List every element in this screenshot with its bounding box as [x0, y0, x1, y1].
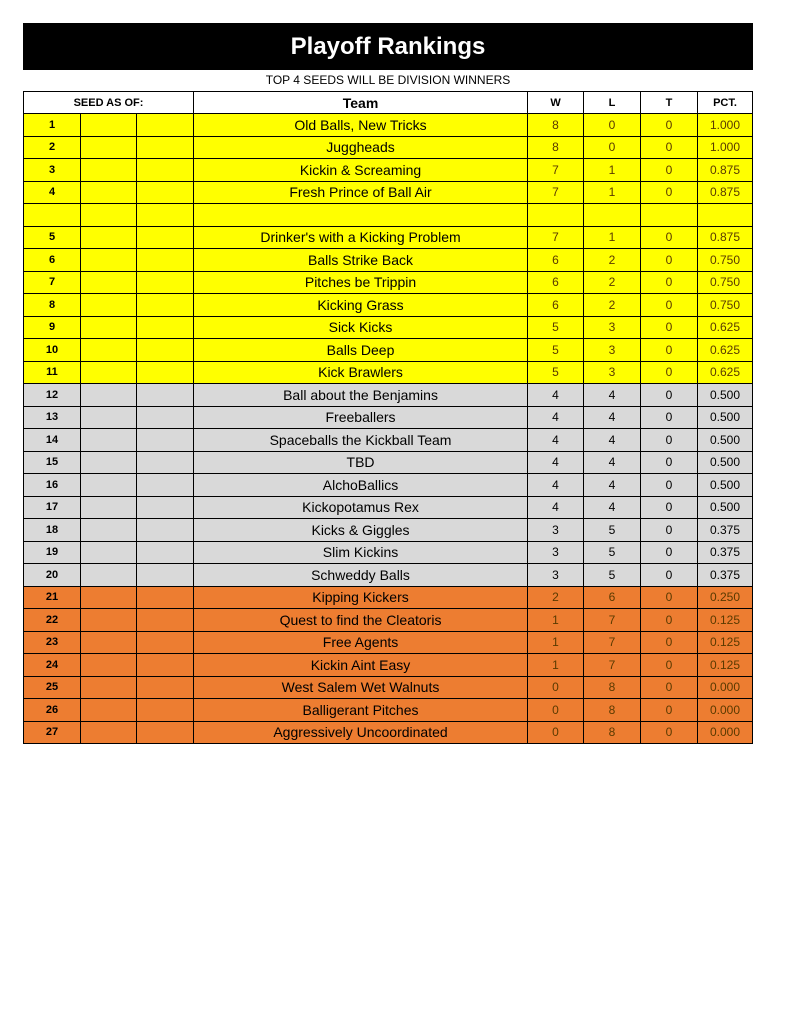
pct-cell: 0.875	[698, 159, 753, 182]
table-row	[24, 429, 753, 452]
wins-cell: 5	[528, 316, 584, 339]
pct-cell: 0.750	[698, 294, 753, 317]
ties-cell: 0	[641, 541, 698, 564]
team-cell: Ball about the Benjamins	[194, 384, 528, 407]
team-cell: Aggressively Uncoordinated	[194, 721, 528, 744]
wins-cell: 4	[528, 384, 584, 407]
wins-cell: 6	[528, 271, 584, 294]
seed-cell: 12	[24, 384, 81, 407]
losses-cell: 3	[584, 361, 641, 384]
team-cell: Kick Brawlers	[194, 361, 528, 384]
seed-cell: 27	[24, 721, 81, 744]
rankings-body	[24, 114, 753, 744]
blank-cell	[81, 316, 137, 339]
ties-cell: 0	[641, 564, 698, 587]
ties-cell: 0	[641, 249, 698, 272]
pct-cell: 0.875	[698, 181, 753, 204]
wins-cell: 8	[528, 136, 584, 159]
blank-cell	[81, 226, 137, 249]
seed-cell: 10	[24, 339, 81, 362]
wins-cell: 1	[528, 631, 584, 654]
team-cell: Balligerant Pitches	[194, 699, 528, 722]
table-row	[24, 271, 753, 294]
ties-cell: 0	[641, 654, 698, 677]
blank-cell	[81, 496, 137, 519]
seed-cell: 19	[24, 541, 81, 564]
table-row	[24, 721, 753, 744]
ties-cell: 0	[641, 271, 698, 294]
table-row	[24, 631, 753, 654]
blank-cell	[137, 159, 194, 182]
pct-cell: 0.000	[698, 676, 753, 699]
blank-cell	[137, 226, 194, 249]
blank-cell	[137, 361, 194, 384]
wins-cell: 1	[528, 654, 584, 677]
team-cell: Kicks & Giggles	[194, 519, 528, 542]
table-row	[24, 294, 753, 317]
blank-cell	[81, 654, 137, 677]
table-row	[24, 609, 753, 632]
ties-cell: 0	[641, 609, 698, 632]
page-title: Playoff Rankings	[23, 23, 753, 70]
pct-cell: 0.250	[698, 586, 753, 609]
pct-header: PCT.	[698, 92, 753, 114]
table-row	[24, 181, 753, 204]
pct-cell: 0.125	[698, 631, 753, 654]
blank-cell	[81, 676, 137, 699]
team-cell: West Salem Wet Walnuts	[194, 676, 528, 699]
wins-cell: 4	[528, 496, 584, 519]
blank-cell	[81, 631, 137, 654]
wins-cell: 4	[528, 474, 584, 497]
blank-cell	[81, 429, 137, 452]
pct-cell: 0.875	[698, 226, 753, 249]
pct-cell: 0.750	[698, 271, 753, 294]
wins-cell: 7	[528, 181, 584, 204]
blank-cell	[81, 564, 137, 587]
pct-cell: 0.500	[698, 429, 753, 452]
seed-cell: 17	[24, 496, 81, 519]
table-row	[24, 384, 753, 407]
table-row	[24, 316, 753, 339]
blank-cell	[137, 609, 194, 632]
blank-cell	[81, 136, 137, 159]
wins-cell: 3	[528, 541, 584, 564]
wins-cell: 0	[528, 721, 584, 744]
losses-cell: 2	[584, 249, 641, 272]
pct-cell: 1.000	[698, 114, 753, 137]
ties-cell: 0	[641, 316, 698, 339]
blank-cell	[137, 271, 194, 294]
team-cell: Balls Strike Back	[194, 249, 528, 272]
ties-cell: 0	[641, 496, 698, 519]
wins-cell: 0	[528, 676, 584, 699]
losses-cell: 4	[584, 429, 641, 452]
pct-cell: 0.000	[698, 721, 753, 744]
losses-cell: 6	[584, 586, 641, 609]
team-cell: Kickin & Screaming	[194, 159, 528, 182]
pct-cell: 0.625	[698, 361, 753, 384]
blank-cell	[81, 541, 137, 564]
team-cell: Quest to find the Cleatoris	[194, 609, 528, 632]
wins-cell: 1	[528, 609, 584, 632]
pct-cell: 0.625	[698, 316, 753, 339]
blank-cell	[137, 541, 194, 564]
ties-cell: 0	[641, 451, 698, 474]
losses-cell: 8	[584, 676, 641, 699]
blank-cell	[81, 361, 137, 384]
blank-cell	[137, 429, 194, 452]
ties-cell: 0	[641, 631, 698, 654]
pct-cell: 0.375	[698, 564, 753, 587]
seed-cell: 3	[24, 159, 81, 182]
losses-cell: 4	[584, 384, 641, 407]
seed-cell: 22	[24, 609, 81, 632]
losses-cell: 2	[584, 294, 641, 317]
blank-cell	[137, 676, 194, 699]
team-cell: Balls Deep	[194, 339, 528, 362]
ties-cell: 0	[641, 474, 698, 497]
losses-header: L	[584, 92, 641, 114]
blank-cell	[137, 654, 194, 677]
ties-cell: 0	[641, 384, 698, 407]
table-row	[24, 541, 753, 564]
blank-cell	[81, 586, 137, 609]
table-row	[24, 519, 753, 542]
blank-cell	[81, 474, 137, 497]
pct-cell: 0.125	[698, 609, 753, 632]
team-header: Team	[194, 92, 528, 114]
pct-cell: 0.750	[698, 249, 753, 272]
losses-cell: 7	[584, 631, 641, 654]
pct-cell: 0.625	[698, 339, 753, 362]
blank-cell	[81, 699, 137, 722]
blank-cell	[81, 181, 137, 204]
table-row	[24, 564, 753, 587]
pct-cell: 0.375	[698, 541, 753, 564]
losses-cell: 3	[584, 339, 641, 362]
blank-cell	[137, 631, 194, 654]
blank-cell	[137, 721, 194, 744]
seed-cell: 1	[24, 114, 81, 137]
seed-cell: 9	[24, 316, 81, 339]
table-row	[24, 699, 753, 722]
blank-cell	[137, 181, 194, 204]
ties-header: T	[641, 92, 698, 114]
seed-cell: 6	[24, 249, 81, 272]
losses-cell: 7	[584, 609, 641, 632]
losses-cell: 7	[584, 654, 641, 677]
wins-cell: 4	[528, 406, 584, 429]
blank-cell	[137, 699, 194, 722]
pct-cell: 0.500	[698, 451, 753, 474]
seed-cell: 2	[24, 136, 81, 159]
ties-cell: 0	[641, 586, 698, 609]
table-row	[24, 159, 753, 182]
wins-header: W	[528, 92, 584, 114]
table-row	[24, 361, 753, 384]
blank-cell	[81, 204, 137, 227]
team-cell	[194, 204, 528, 227]
table-row	[24, 136, 753, 159]
team-cell: AlchoBallics	[194, 474, 528, 497]
team-cell: Free Agents	[194, 631, 528, 654]
ties-cell: 0	[641, 181, 698, 204]
blank-cell	[81, 159, 137, 182]
seed-cell: 24	[24, 654, 81, 677]
rankings-table	[23, 91, 753, 744]
blank-cell	[137, 496, 194, 519]
team-cell: Kipping Kickers	[194, 586, 528, 609]
losses-cell: 1	[584, 181, 641, 204]
pct-cell: 0.500	[698, 474, 753, 497]
blank-cell	[81, 339, 137, 362]
wins-cell: 5	[528, 361, 584, 384]
page-subtitle: TOP 4 SEEDS WILL BE DIVISION WINNERS	[265, 73, 511, 87]
blank-cell	[137, 519, 194, 542]
losses-cell: 8	[584, 699, 641, 722]
losses-cell: 5	[584, 564, 641, 587]
blank-cell	[137, 564, 194, 587]
blank-cell	[137, 586, 194, 609]
team-cell: Kicking Grass	[194, 294, 528, 317]
table-row	[24, 474, 753, 497]
wins-cell: 6	[528, 249, 584, 272]
blank-cell	[81, 249, 137, 272]
blank-cell	[137, 204, 194, 227]
blank-cell	[81, 294, 137, 317]
team-cell: Pitches be Trippin	[194, 271, 528, 294]
blank-cell	[81, 271, 137, 294]
seed-cell: 16	[24, 474, 81, 497]
blank-cell	[137, 249, 194, 272]
wins-cell: 3	[528, 564, 584, 587]
seed-cell: 4	[24, 181, 81, 204]
losses-cell: 4	[584, 474, 641, 497]
wins-cell: 8	[528, 114, 584, 137]
seed-cell: 14	[24, 429, 81, 452]
seed-cell: 23	[24, 631, 81, 654]
ties-cell: 0	[641, 114, 698, 137]
table-row	[24, 451, 753, 474]
blank-cell	[137, 451, 194, 474]
seed-cell: 25	[24, 676, 81, 699]
blank-cell	[137, 136, 194, 159]
seed-cell: 13	[24, 406, 81, 429]
losses-cell: 2	[584, 271, 641, 294]
blank-cell	[137, 384, 194, 407]
team-cell: Kickin Aint Easy	[194, 654, 528, 677]
seed-cell: 21	[24, 586, 81, 609]
blank-cell	[81, 721, 137, 744]
ties-cell: 0	[641, 361, 698, 384]
team-cell: TBD	[194, 451, 528, 474]
wins-cell: 4	[528, 451, 584, 474]
table-row	[24, 676, 753, 699]
seed-cell: 15	[24, 451, 81, 474]
pct-cell: 0.375	[698, 519, 753, 542]
table-row	[24, 654, 753, 677]
ties-cell: 0	[641, 519, 698, 542]
seed-cell: 11	[24, 361, 81, 384]
blank-cell	[137, 114, 194, 137]
table-row	[24, 114, 753, 137]
pct-cell: 0.500	[698, 406, 753, 429]
seed-cell: 26	[24, 699, 81, 722]
table-row	[24, 249, 753, 272]
blank-cell	[137, 474, 194, 497]
pct-cell: 0.500	[698, 496, 753, 519]
losses-cell	[584, 204, 641, 227]
wins-cell: 5	[528, 339, 584, 362]
table-header-row	[24, 92, 753, 114]
losses-cell: 1	[584, 159, 641, 182]
pct-cell: 1.000	[698, 136, 753, 159]
wins-cell: 7	[528, 159, 584, 182]
losses-cell: 5	[584, 519, 641, 542]
team-cell: Sick Kicks	[194, 316, 528, 339]
blank-cell	[137, 294, 194, 317]
team-cell: Juggheads	[194, 136, 528, 159]
ties-cell: 0	[641, 721, 698, 744]
ties-cell: 0	[641, 339, 698, 362]
losses-cell: 5	[584, 541, 641, 564]
ties-cell: 0	[641, 159, 698, 182]
losses-cell: 4	[584, 406, 641, 429]
wins-cell	[528, 204, 584, 227]
wins-cell: 0	[528, 699, 584, 722]
blank-cell	[81, 451, 137, 474]
blank-cell	[137, 339, 194, 362]
ties-cell: 0	[641, 699, 698, 722]
ties-cell: 0	[641, 136, 698, 159]
blank-cell	[81, 114, 137, 137]
pct-cell: 0.125	[698, 654, 753, 677]
ties-cell: 0	[641, 226, 698, 249]
blank-cell	[81, 609, 137, 632]
blank-cell	[137, 406, 194, 429]
wins-cell: 7	[528, 226, 584, 249]
spacer-row	[24, 204, 753, 227]
blank-cell	[81, 384, 137, 407]
wins-cell: 4	[528, 429, 584, 452]
pct-cell: 0.500	[698, 384, 753, 407]
seed-header: SEED AS OF:	[24, 92, 194, 114]
wins-cell: 6	[528, 294, 584, 317]
seed-cell: 8	[24, 294, 81, 317]
ties-cell: 0	[641, 676, 698, 699]
ties-cell	[641, 204, 698, 227]
team-cell: Fresh Prince of Ball Air	[194, 181, 528, 204]
team-cell: Slim Kickins	[194, 541, 528, 564]
losses-cell: 1	[584, 226, 641, 249]
ties-cell: 0	[641, 406, 698, 429]
seed-cell: 20	[24, 564, 81, 587]
losses-cell: 0	[584, 114, 641, 137]
team-cell: Freeballers	[194, 406, 528, 429]
ties-cell: 0	[641, 294, 698, 317]
seed-cell	[24, 204, 81, 227]
team-cell: Kickopotamus Rex	[194, 496, 528, 519]
blank-cell	[81, 406, 137, 429]
table-row	[24, 496, 753, 519]
seed-cell: 5	[24, 226, 81, 249]
blank-cell	[137, 316, 194, 339]
wins-cell: 3	[528, 519, 584, 542]
seed-cell: 18	[24, 519, 81, 542]
pct-cell	[698, 204, 753, 227]
losses-cell: 4	[584, 451, 641, 474]
losses-cell: 3	[584, 316, 641, 339]
losses-cell: 4	[584, 496, 641, 519]
ties-cell: 0	[641, 429, 698, 452]
team-cell: Drinker's with a Kicking Problem	[194, 226, 528, 249]
team-cell: Schweddy Balls	[194, 564, 528, 587]
table-row	[24, 226, 753, 249]
blank-cell	[81, 519, 137, 542]
team-cell: Spaceballs the Kickball Team	[194, 429, 528, 452]
wins-cell: 2	[528, 586, 584, 609]
table-row	[24, 406, 753, 429]
table-row	[24, 339, 753, 362]
team-cell: Old Balls, New Tricks	[194, 114, 528, 137]
table-row	[24, 586, 753, 609]
losses-cell: 8	[584, 721, 641, 744]
pct-cell: 0.000	[698, 699, 753, 722]
seed-cell: 7	[24, 271, 81, 294]
losses-cell: 0	[584, 136, 641, 159]
